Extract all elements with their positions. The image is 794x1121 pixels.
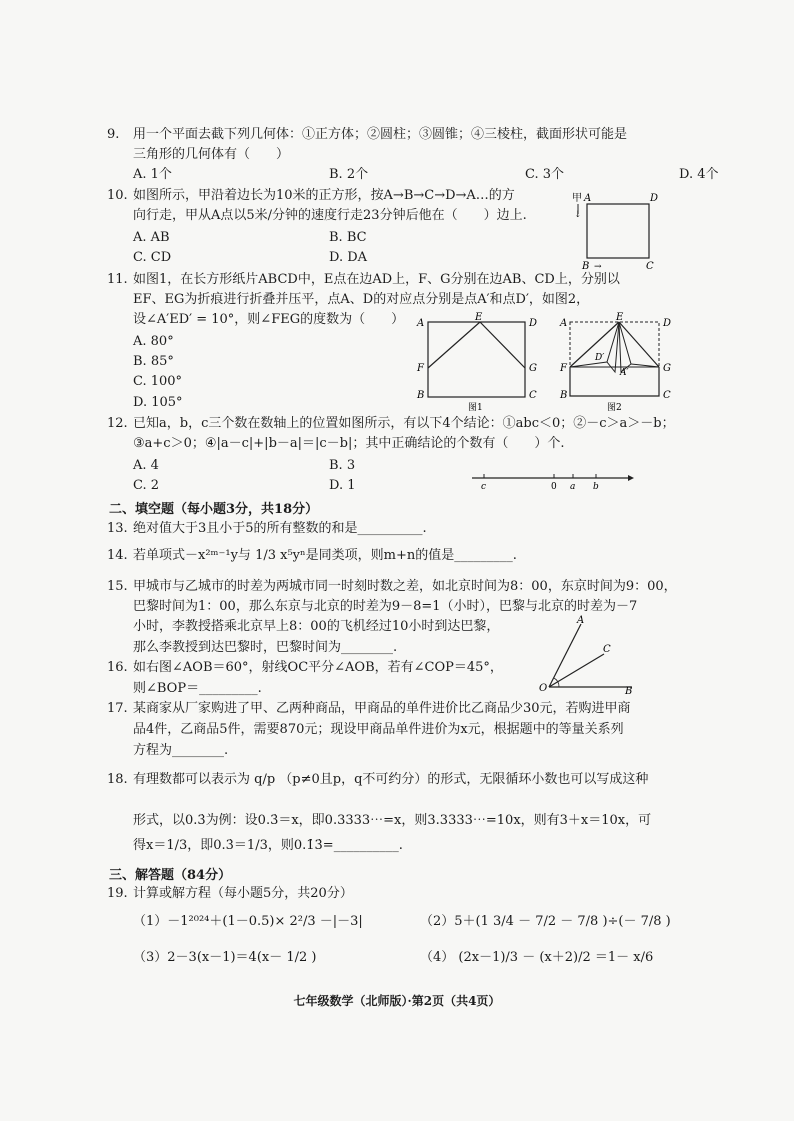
vertex-a: A (417, 318, 425, 329)
vertex-d: D (663, 318, 672, 329)
vertex-c: C (663, 390, 671, 401)
label-c: c (481, 482, 487, 492)
question-text: 设∠A′ED′ = 10°，则∠FEG的度数为（ ） (133, 312, 405, 327)
angle-figure (536, 612, 646, 696)
option-c: C. 2 (133, 478, 160, 493)
vertex-g: G (529, 363, 537, 374)
option-b: B. 2个 (329, 167, 369, 182)
vertex-a: A (560, 318, 568, 329)
option-b: B. BC (329, 230, 367, 245)
sub-question-2: （2）5＋(1 3/4 － 7/2 － 7/8 )÷(－ 7/8 ) (420, 914, 671, 929)
option-c: C. CD (133, 250, 172, 265)
original-top-dashed (570, 322, 659, 367)
label-zero: 0 (551, 482, 557, 492)
vertex-b: B (417, 390, 425, 401)
label-c: C (603, 644, 611, 655)
label-b: b (593, 482, 599, 492)
vertex-d: D (650, 193, 659, 204)
question-text: 那么李教授到达巴黎时，巴黎时间为________. (133, 640, 398, 655)
question-number: 16. (107, 660, 128, 675)
page-footer: 七年级数学（北师版）·第2页（共4页） (293, 994, 501, 1008)
crease-eg (480, 322, 525, 368)
fold-figure-2 (555, 310, 675, 412)
question-text: 如图1，在长方形纸片ABCD中，E点在边AD上，F、G分别在边AB、CD上，分别以 (133, 272, 620, 287)
question-number: 18. (107, 772, 128, 787)
question-number: 12. (107, 416, 128, 431)
vertex-d: D (529, 318, 538, 329)
question-number: 9. (107, 127, 120, 142)
question-text: 若单项式－x²ᵐ⁻¹y与 1/3 x⁵yⁿ是同类项，则m+n的值是_________. (133, 548, 517, 563)
question-number: 19. (107, 886, 128, 901)
question-number: 11. (107, 272, 128, 287)
vertex-e: E (616, 312, 624, 323)
label-a: a (570, 482, 576, 492)
sub-question-1: （1）－1²⁰²⁴＋(1－0.5)× 2²/3 －|－3| (133, 914, 363, 929)
option-a: A. 80° (133, 334, 174, 349)
figure-caption: 图2 (607, 403, 622, 412)
option-d: D. 1 (329, 478, 356, 493)
question-text: 方程为________. (133, 743, 229, 758)
question-text: 绝对值大于3且小于5的所有整数的和是__________. (133, 521, 427, 536)
vertex-b: B (560, 390, 568, 401)
option-d: D. 105° (133, 395, 183, 410)
question-text: 向行走，甲从A点以5米/分钟的速度行走23分钟后他在（ ）边上. (133, 208, 527, 223)
option-d: D. DA (329, 250, 368, 265)
question-text: 则∠BOP＝_________. (133, 681, 262, 696)
number-line (468, 470, 638, 492)
square (587, 204, 649, 258)
figure-caption: 图1 (468, 403, 483, 412)
question-number: 14. (107, 548, 128, 563)
question-text: 形式，以0.3̇为例：设0.3̇＝x，即0.3333⋯=x，则3.3333⋯=10x，则有3＋x＝10x，可 (133, 813, 652, 828)
question-text: 得x＝1/3，即0.3̇＝1/3，则0.1̇3̇=__________. (133, 838, 403, 853)
section-heading-fill-in: 二、填空题（每小题3分，共18分） (109, 502, 319, 517)
question-text: 某商家从厂家购进了甲、乙两种商品，甲商品的单件进价比乙商品少30元，若购进甲商 (133, 701, 631, 716)
square-path-figure (568, 190, 668, 272)
sub-question-4: （4） (2x－1)/3 － (x＋2)/2 ＝1－ x/6 (420, 950, 654, 965)
vertex-g: G (663, 363, 671, 374)
arrow-down-head: ↓ (574, 210, 582, 220)
vertex-f: F (417, 363, 424, 374)
vertex-d-prime: D′ (595, 353, 605, 363)
question-number: 15. (107, 579, 128, 594)
question-text: 甲城市与乙城市的时差为两城市同一时刻时数之差，如北京时间为8：00，东京时间为9：00， (133, 579, 677, 594)
option-a: A. AB (133, 230, 170, 245)
sub-question-3: （3）2－3(x－1)＝4(x－ 1/2 ) (133, 950, 317, 965)
label-b: B (625, 686, 633, 696)
question-text: 如右图∠AOB＝60°，射线OC平分∠AOB，若有∠COP＝45°， (133, 660, 503, 675)
label-a: A (577, 615, 585, 626)
fold-figure-1 (412, 310, 542, 412)
question-number: 17. (107, 701, 128, 716)
question-number: 13. (107, 521, 128, 536)
vertex-f: F (560, 363, 567, 374)
vertex-c: C (646, 261, 654, 272)
option-b: B. 85° (133, 354, 174, 369)
folded-flap-a (607, 322, 619, 372)
question-text: 三角形的几何体有（ ） (133, 147, 290, 162)
question-number: 10. (107, 188, 128, 203)
label-o: O (539, 683, 548, 694)
question-text: 巴黎时间为1：00，那么东京与北京的时差为9－8=1（小时），巴黎与北京的时差为－7 (133, 599, 638, 614)
vertex-e: E (475, 312, 483, 323)
vertex-a: A (584, 193, 592, 204)
crease-ef (428, 322, 480, 368)
section-heading-solutions: 三、解答题（84分） (109, 868, 232, 883)
option-a: A. 4 (133, 458, 159, 473)
question-text: 品4件，乙商品5件，需要870元；现设甲商品单件进价为x元，根据题中的等量关系列 (133, 722, 624, 737)
vertex-b: B (582, 261, 590, 272)
axis-arrow (628, 475, 634, 481)
question-text: 小时，李教授搭乘北京早上8：00的飞机经过10小时到达巴黎， (133, 619, 500, 634)
vertex-a-prime: A′ (620, 368, 629, 378)
question-text: 用一个平面去截下列几何体：①正方体；②圆柱；③圆锥；④三棱柱，截面形状可能是 (133, 127, 628, 142)
question-text: 已知a，b，c三个数在数轴上的位置如图所示，有以下4个结论：①abc＜0；②－c＞a＞－b； (133, 416, 675, 431)
arrow-right: → (594, 262, 602, 272)
label-jia: 甲 (572, 193, 582, 204)
option-c: C. 100° (133, 374, 183, 389)
rectangle-abcd (428, 322, 525, 397)
vertex-c: C (529, 390, 537, 401)
question-text: 有理数都可以表示为 q/p （p≠0且p，q不可约分）的形式，无限循环小数也可以写成这种 (133, 772, 649, 787)
option-b: B. 3 (329, 458, 356, 473)
question-text: 如图所示，甲沿着边长为10米的正方形，按A→B→C→D→A…的方 (133, 188, 515, 203)
option-c: C. 3个 (525, 167, 565, 182)
option-d: D. 4个 (679, 167, 719, 182)
question-text: EF、EG为折痕进行折叠并压平，点A、D的对应点分别是点A′和点D′，如图2， (133, 292, 590, 307)
option-a: A. 1个 (133, 167, 172, 182)
question-text: ③a+c＞0；④|a－c|+|b－a|＝|c－b|；其中正确结论的个数有（ ）个. (133, 436, 565, 451)
question-title: 计算或解方程（每小题5分，共20分） (133, 886, 353, 901)
